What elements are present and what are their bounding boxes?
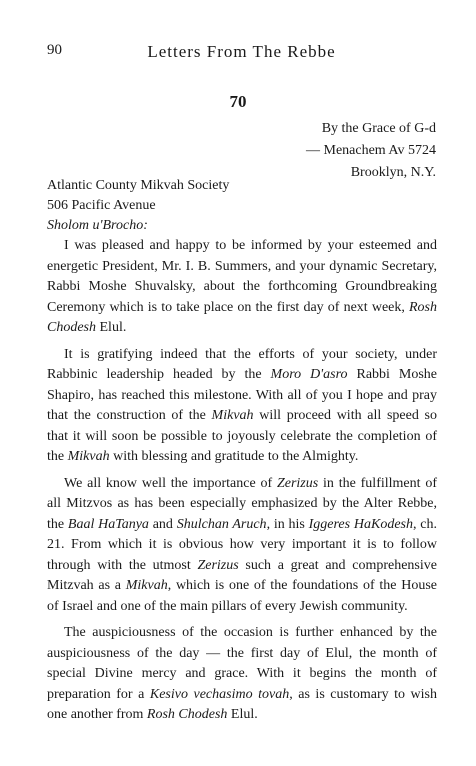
italic-term: Mikvah xyxy=(211,408,254,423)
running-header xyxy=(47,42,436,64)
dateline-line-3: Brooklyn, N.Y. xyxy=(350,165,436,180)
text-run: I was pleased and happy to be informed by your esteemed and energetic President, Mr. I. B. Summers, and your dynamic Secretary, Rabbi Moshe Shuvalsky, about the forthcoming Groundbreaking Ceremony which is to take place on the first day of next week, xyxy=(47,238,437,315)
text-run: Elul. xyxy=(227,707,258,722)
paragraph-1 xyxy=(47,236,437,339)
italic-term: Rosh Chodesh xyxy=(47,299,437,335)
italic-term: Shulchan Aruch xyxy=(176,516,267,532)
text-run: We all know well the importance of xyxy=(64,475,277,491)
dateline-line-1: By the Grace of G-d xyxy=(321,121,436,136)
italic-term: Iggeres HaKodesh xyxy=(308,516,413,532)
italic-term: Baal HaTanya xyxy=(67,516,149,532)
paragraph-2 xyxy=(47,345,437,468)
paragraph-3 xyxy=(47,474,437,618)
letter-body xyxy=(47,236,437,732)
text-run: , ch. 21. From which it is obvious how very important it is to follow through with the utmost xyxy=(47,516,437,573)
text-run: The auspiciousness of the occasion is further enhanced by the auspiciousness of the day — the first day of Elul, the month of special Divine mercy and grace. With it begins the month of preparation for a xyxy=(47,625,437,702)
address-block xyxy=(47,176,229,236)
italic-term: Moro D'asro xyxy=(270,367,348,382)
address-line-2: 506 Pacific Avenue xyxy=(47,198,156,213)
italic-term: Rosh Chodesh xyxy=(146,707,228,722)
italic-term: Zerizus xyxy=(197,557,239,573)
paragraph-4 xyxy=(47,623,437,726)
text-run: such a great and comprehensive Mitzvah as a xyxy=(47,557,437,593)
address-line-1: Atlantic County Mikvah Society xyxy=(47,178,230,193)
text-run: , as is customary to wish one another from xyxy=(47,686,437,722)
salutation xyxy=(47,216,229,236)
text-run: Rabbi Moshe Shapiro, has reached this milestone. With all of you I hope and pray that the construction of the xyxy=(47,367,437,423)
text-run: , which is one of the foundations of the House of Israel and one of the main pillars of every Jewish community. xyxy=(47,578,437,614)
text-run: and xyxy=(148,516,177,532)
dateline-line-2: — Menachem Av 5724 xyxy=(306,143,436,158)
letter-number: 70 xyxy=(229,92,247,111)
italic-term: Mikvah xyxy=(125,578,168,593)
salutation-text: Sholom u'Brocho: xyxy=(47,218,148,233)
text-run: will proceed with all speed so that it will soon be possible to joyously celebrate the completion of the xyxy=(47,408,437,464)
dateline xyxy=(306,118,436,184)
page-number: 90 xyxy=(47,42,62,58)
text-run: in the fulfillment of all Mitzvos as has been especially emphasized by the Alter Rebbe, the xyxy=(47,475,437,532)
text-run: with blessing and gratitude to the Almighty. xyxy=(109,449,359,464)
running-title: Letters From The Rebbe xyxy=(147,42,336,61)
italic-term: Zerizus xyxy=(276,475,319,491)
text-run: , in his xyxy=(266,516,309,532)
text-run: Elul. xyxy=(96,320,127,335)
italic-term: Kesivo vechasimo tovah xyxy=(149,686,290,702)
text-run: It is gratifying indeed that the efforts of your society, under Rabbinic leadership headed by the xyxy=(47,346,437,382)
italic-term: Mikvah xyxy=(67,449,110,464)
